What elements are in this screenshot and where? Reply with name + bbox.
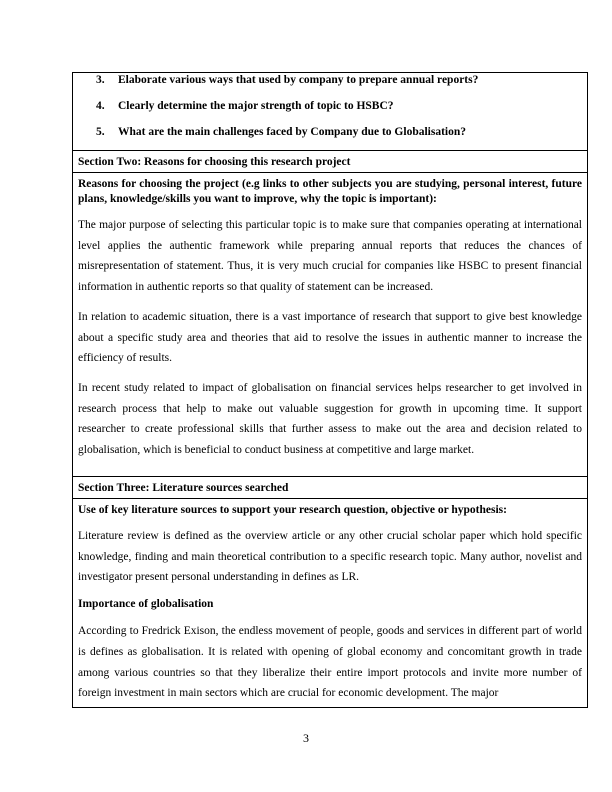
section-two-paragraph: The major purpose of selecting this particular topic is to make sure that companies operating at international level applies the authentic framework while preparing annual reports that reduces the chances of misrepresentation of statement. Thus, it is very much crucial for companies like HSBC to present financial information in authentic reports so that quality of statement can be increased.: [78, 219, 582, 294]
question-item: [78, 73, 582, 88]
question-text: Elaborate various ways that used by company to prepare annual reports?: [118, 74, 479, 86]
globalisation-paragraph: According to Fredrick Exison, the endless movement of people, goods and services in different part of world is defines as globalisation. It is related with opening of global economy and concomitant growth in trade among various countries so that they liberalize their entire import protocols and invite more number of foreign investment in main sectors which are crucial for economic development. The major: [78, 625, 582, 700]
globalisation-subheading: Importance of globalisation: [78, 598, 214, 611]
question-text: What are the main challenges faced by Company due to Globalisation?: [118, 126, 466, 138]
page-number: 3: [303, 731, 309, 745]
question-item: [78, 125, 582, 140]
section-three-heading: Section Three: Literature sources searched: [73, 477, 587, 499]
question-text: Clearly determine the major strength of topic to HSBC?: [118, 100, 394, 112]
section-three-prompt: Use of key literature sources to support your research question, objective or hypothesis:: [78, 504, 507, 516]
questions-cell: [73, 73, 587, 151]
question-item: [78, 99, 582, 114]
question-number: 3.: [96, 74, 105, 86]
section-three-intro: Literature review is defined as the overview article or any other crucial scholar paper which hold specific knowledge, finding and main theoretical contribution to a specific research topic. Many author, novelist and investigator present personal understanding in defines as LR.: [78, 530, 582, 584]
section-two-paragraph: In relation to academic situation, there is a vast importance of research that support to give best knowledge about a specific study area and theories that aid to resolve the issues in authentic manner to increase the efficiency of results.: [78, 310, 582, 365]
section-two-prompt: Reasons for choosing the project (e.g links to other subjects you are studying, personal interest, future plans, knowledge/skills you want to improve, why the topic is important):: [78, 178, 582, 205]
section-two-paragraph: In recent study related to impact of globalisation on financial services helps researcher to get involved in research process that help to make out valuable suggestion for growth in upcoming time. It support researcher to create professional skills that further assess to make out the area and decision related to globalisation, which is beneficial to conduct business at competitive and large market.: [78, 381, 582, 457]
section-two-heading: Section Two: Reasons for choosing this research project: [73, 151, 587, 173]
section-two-body: [73, 173, 587, 477]
question-number: 5.: [96, 126, 105, 138]
question-number: 4.: [96, 100, 105, 112]
research-proposal-table: [72, 72, 588, 708]
section-three-body: [73, 499, 587, 708]
research-questions-list: [78, 73, 582, 140]
